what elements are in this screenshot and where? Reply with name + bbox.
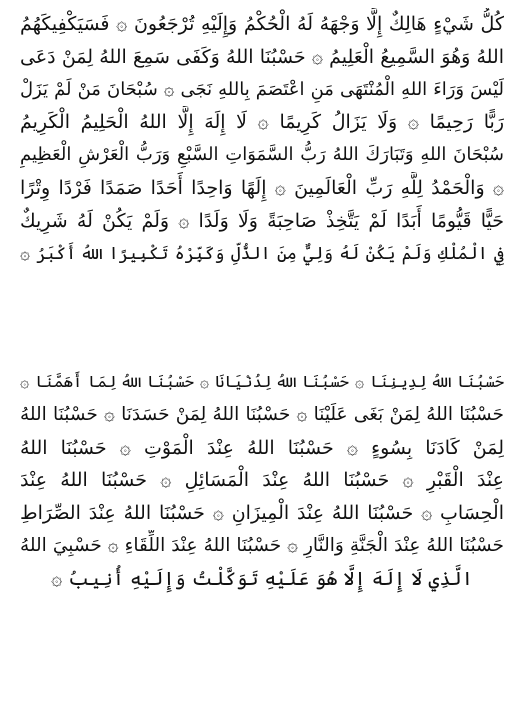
text-line: لِمَنْ كَادَنَا بِسُوءٍ ۞ حَسْبُنَا اللهُ عِنْدَ الْمَوْتِ ۞ حَسْبُنَا اللهُ [20, 436, 504, 459]
text-line: حَسْبُنَا اللهُ لِمَنْ بَغَى عَلَيْنَا ۞ حَسْبُنَا اللهُ لِمَنْ حَسَدَنَا ۞ حَسْبُنَا اللهُ [20, 403, 504, 425]
text-line: عِنْدَ الْقَبْرِ ۞ حَسْبُنَا اللهُ عِنْدَ الْمَسَائِلِ ۞ حَسْبُنَا اللهُ عِنْدَ [20, 469, 504, 492]
text-line: الْحِسَابِ ۞ حَسْبُنَا اللهُ عِنْدَ الْمِيزَانِ ۞ حَسْبُنَا اللهُ عِنْدَ الصِّرَاطِ [20, 502, 504, 525]
text-line: حَسْبُنَا اللهُ عِنْدَ الْجَنَّةِ وَالنَّارِ ۞ حَسْبُنَا اللهُ عِنْدَ اللِّقَاءِ ۞ حَسْبِيَ اللهُ [20, 534, 504, 556]
prayer-text-block-1 [20, 8, 504, 270]
text-line: فِي الْمُلْكِ وَلَمْ يَكُنْ لَهُ وَلِيٌّ مِنَ الذُّلِّ وَكَبِّرْهُ تَكْبِيرًا اللهُ أَكْبَرُ ۞ [20, 243, 504, 264]
text-line: اللهُ وَهُوَ السَّمِيعُ الْعَلِيمُ ۞ حَسْبُنَا اللهُ وَكَفَى سَمِعَ اللهُ لِمَنْ دَعَى [20, 45, 504, 68]
text-line: كُلُّ شَيْءٍ هَالِكٌ إِلَّا وَجْهَهُ لَهُ الْحُكْمُ وَإِلَيْهِ تُرْجَعُونَ ۞ فَسَيَكْفِيكَهُمُ [20, 13, 504, 35]
text-line: لَيْسَ وَرَاءَ اللهِ الْمُنْتَهَى مَنِ اعْتَصَمَ بِاللهِ نَجَى ۞ سُبْحَانَ مَنْ لَمْ يَزَلْ [20, 78, 504, 100]
text-line: رَبًّا رَحِيمًا ۞ وَلَا يَزَالُ كَرِيمًا ۞ لَا إِلَهَ إِلَّا اللهُ الْحَلِيمُ الْكَرِيمُ [20, 111, 504, 134]
text-line: حَيًّا قَيُّومًا أَبَدًا لَمْ يَتَّخِذْ صَاحِبَةً وَلَا وَلَدًا ۞ وَلَمْ يَكُنْ لَهُ شَرِيكٌ [20, 209, 504, 232]
text-line: الَّذِي لَا إِلَهَ إِلَّا هُوَ عَلَيْهِ تَوَكَّلْتُ وَإِلَيْهِ أُنِيبُ ۞ [51, 567, 473, 590]
prayer-text-block-2 [20, 366, 504, 596]
text-line: حَسْبُنَا اللهُ لِدِينِنَا ۞ حَسْبُنَا اللهُ لِدُنْيَانَا ۞ حَسْبُنَا اللهُ لِمَا أَهَمَّنَا ۞ [20, 372, 504, 391]
text-line: ۞ وَالْحَمْدُ لِلَّهِ رَبِّ الْعَالَمِينَ ۞ إِلَهًا وَاحِدًا أَحَدًا صَمَدًا فَرْدًا وِتْرًا [20, 176, 504, 199]
text-line: سُبْحَانَ اللهِ وَتَبَارَكَ اللهُ رَبُّ السَّمَوَاتِ السَّبْعِ وَرَبُّ الْعَرْشِ الْعَظِيمِ [20, 144, 504, 166]
